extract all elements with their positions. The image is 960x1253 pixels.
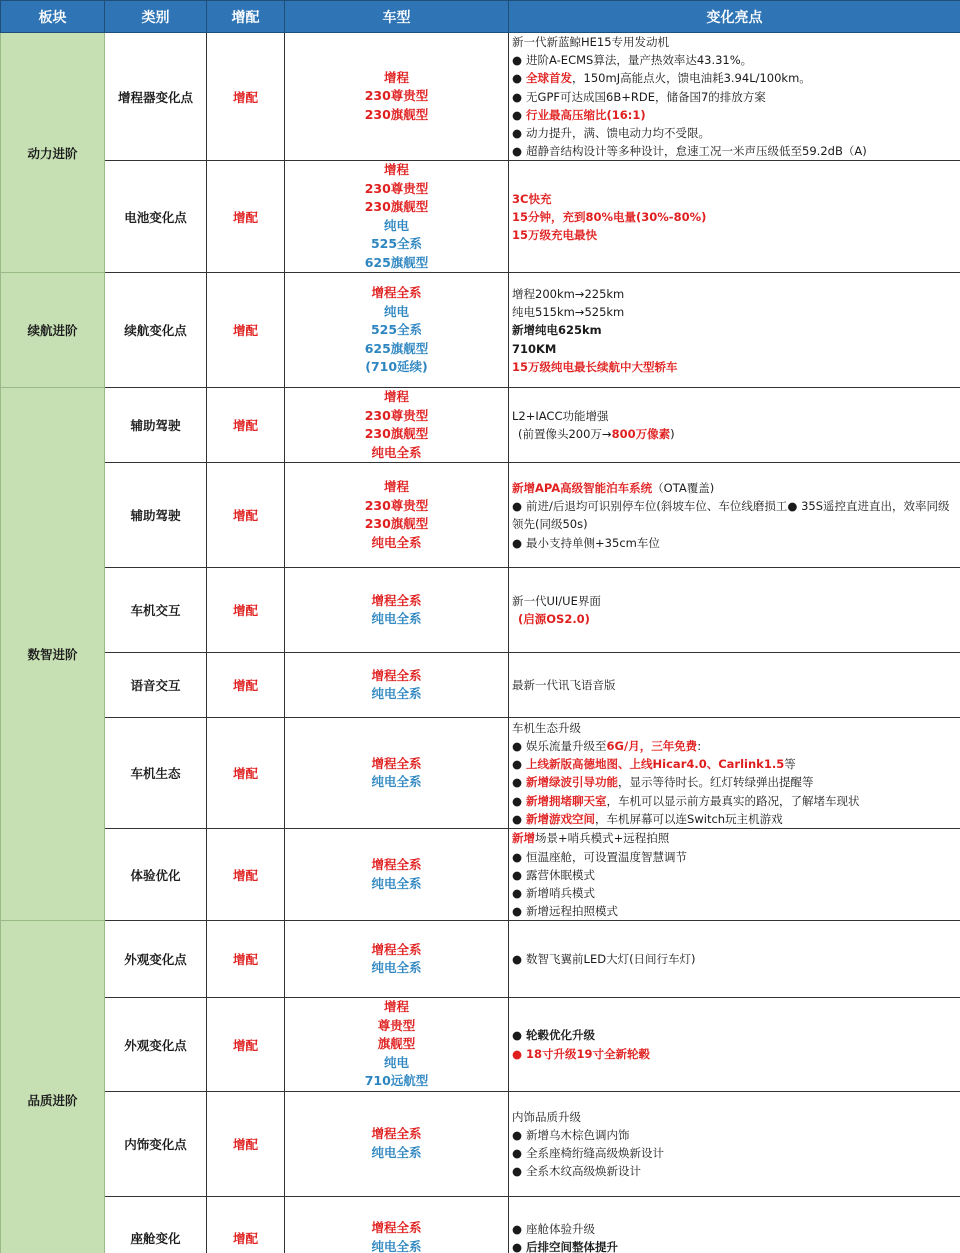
highlight-text: 18寸升级19寸全新轮毂 <box>526 1046 651 1061</box>
bullet-icon: ● <box>512 1127 523 1142</box>
category-cell: 增程器变化点 <box>105 33 207 161</box>
table-row <box>1 1091 960 1196</box>
add-cell: 增配 <box>207 568 285 653</box>
highlight-text: ，150mJ高能点火，馈电油耗3.94L/100km。 <box>572 71 811 86</box>
highlight-line <box>512 425 957 443</box>
add-cell: 增配 <box>207 1091 285 1196</box>
highlight-text: (前置像头200万→ <box>518 427 612 442</box>
model-item: 525全系 <box>370 322 423 338</box>
highlight-text: 场景+哨兵模式+远程拍照 <box>535 831 670 846</box>
add-cell: 增配 <box>207 718 285 829</box>
highlight-line <box>512 1144 957 1162</box>
highlight-line <box>512 285 957 303</box>
highlight-text: 无GPF可达成国6B+RDE，储备国7的排放方案 <box>526 89 766 104</box>
bullet-icon: ● <box>512 1145 523 1160</box>
highlight-line <box>512 829 957 847</box>
add-cell: 增配 <box>207 273 285 388</box>
category-cell: 内饰变化点 <box>105 1091 207 1196</box>
model-item: 625旗舰型 <box>364 254 429 270</box>
table-row <box>1 829 960 921</box>
models-cell <box>285 829 509 921</box>
highlight-text: 纯电515km→525km <box>512 305 625 320</box>
model-item: 纯电 <box>383 303 409 319</box>
highlight-text: 数智飞翼前LED大灯(日间行车灯) <box>526 952 696 967</box>
header-highlights: 变化亮点 <box>509 1 960 33</box>
model-item: 增程 <box>383 162 409 178</box>
model-item: 纯电全系 <box>371 774 422 790</box>
highlights-cell <box>509 273 960 388</box>
highlight-line <box>512 1238 957 1253</box>
model-item: 纯电全系 <box>371 875 422 891</box>
table-row <box>1 718 960 829</box>
bullet-icon: ● <box>512 499 523 514</box>
highlights-cell <box>509 921 960 998</box>
highlight-text: 800万像素 <box>611 427 671 442</box>
highlights-cell <box>509 998 960 1092</box>
bullet-icon: ● <box>512 89 523 104</box>
model-item: 纯电全系 <box>371 611 422 627</box>
highlight-line <box>512 610 957 628</box>
bullet-icon: ● <box>512 126 523 141</box>
model-item: 230旗舰型 <box>364 199 429 215</box>
category-cell: 续航变化点 <box>105 273 207 388</box>
highlight-text: 3C快充 <box>512 191 552 206</box>
header-add: 增配 <box>207 1 285 33</box>
model-item: 增程全系 <box>371 857 422 873</box>
highlight-line <box>512 737 957 755</box>
highlight-text: 新增远程拍照模式 <box>526 904 619 919</box>
category-cell: 辅助驾驶 <box>105 463 207 568</box>
highlight-line <box>512 69 957 87</box>
category-cell: 外观变化点 <box>105 921 207 998</box>
highlight-line <box>512 1126 957 1144</box>
highlight-line <box>512 106 957 124</box>
bullet-icon: ● <box>512 71 523 86</box>
bullet-icon: ● <box>512 793 523 808</box>
category-cell: 语音交互 <box>105 653 207 718</box>
highlight-line <box>512 676 957 694</box>
highlight-line <box>512 340 957 358</box>
section-quality: 品质进阶 <box>1 921 105 1253</box>
highlight-text: 后排空间整体提升 <box>526 1239 619 1253</box>
model-item: 增程全系 <box>371 941 422 957</box>
model-item: 增程 <box>383 999 409 1015</box>
highlight-line <box>512 902 957 920</box>
header-models: 车型 <box>285 1 509 33</box>
table-row <box>1 33 960 161</box>
bullet-icon: ● <box>512 775 523 790</box>
highlight-line <box>512 479 957 497</box>
table-row <box>1 463 960 568</box>
highlight-text: 座舱体验升级 <box>526 1221 596 1236</box>
highlight-text: 全系座椅绗缝高级焕新设计 <box>526 1145 665 1160</box>
models-cell <box>285 653 509 718</box>
highlight-text: 增程200km→225km <box>512 286 625 301</box>
highlights-cell <box>509 829 960 921</box>
bullet-icon: ● <box>512 952 523 967</box>
highlights-cell <box>509 388 960 463</box>
highlight-text: 新增绿波引导功能 <box>526 775 619 790</box>
model-item: 纯电全系 <box>371 444 422 460</box>
highlight-text: 新增乌木棕色调内饰 <box>526 1127 630 1142</box>
highlight-line <box>512 88 957 106</box>
highlights-cell <box>509 653 960 718</box>
highlight-text: 上线新版高德地图、上线Hicar4.0、Carlink1.5 <box>526 757 785 772</box>
highlight-text: 轮毂优化升级 <box>526 1028 596 1043</box>
bullet-icon: ● <box>512 1164 523 1179</box>
highlight-text: 全球首发 <box>526 71 573 86</box>
highlight-line <box>512 1220 957 1238</box>
highlight-line <box>512 208 957 226</box>
highlight-text: （OTA覆盖) <box>652 481 715 496</box>
bullet-icon: ● <box>512 849 523 864</box>
table-row <box>1 388 960 463</box>
bullet-icon: ● <box>512 144 523 159</box>
highlights-cell <box>509 33 960 161</box>
highlight-line <box>512 321 957 339</box>
add-cell: 增配 <box>207 998 285 1092</box>
highlights-cell <box>509 718 960 829</box>
highlight-line <box>512 773 957 791</box>
table-row <box>1 921 960 998</box>
table-row <box>1 161 960 273</box>
highlight-line <box>512 884 957 902</box>
highlight-line <box>512 33 957 51</box>
model-item: 增程全系 <box>371 592 422 608</box>
highlight-text: 710KM <box>512 341 557 356</box>
model-item: 纯电全系 <box>371 1238 422 1253</box>
highlight-text: 进阶A-ECMS算法，量产热效率达43.31%。 <box>526 53 753 68</box>
header-row <box>1 1 960 33</box>
bullet-icon: ● <box>512 1028 523 1043</box>
highlight-text: 新增纯电625km <box>512 323 602 338</box>
highlight-line <box>512 755 957 773</box>
highlight-line <box>512 719 957 737</box>
category-cell: 外观变化点 <box>105 998 207 1092</box>
highlight-text: 新增 <box>512 831 535 846</box>
model-item: 纯电 <box>383 1054 409 1070</box>
model-item: 增程全系 <box>371 755 422 771</box>
highlight-text: 6G/月，三年免费 <box>606 739 698 754</box>
bullet-icon: ● <box>512 867 523 882</box>
category-cell: 电池变化点 <box>105 161 207 273</box>
model-item: 230尊贵型 <box>364 407 429 423</box>
add-cell: 增配 <box>207 463 285 568</box>
highlight-line <box>512 226 957 244</box>
add-cell: 增配 <box>207 161 285 273</box>
table-row <box>1 998 960 1092</box>
highlight-text: 新增APA高级智能泊车系统 <box>512 481 653 496</box>
highlight-line <box>512 1045 957 1063</box>
highlight-text: (启源OS2.0) <box>518 612 590 627</box>
highlight-line <box>512 497 957 533</box>
highlight-line <box>512 51 957 69</box>
highlights-cell <box>509 1196 960 1253</box>
bullet-icon: ● <box>512 811 523 826</box>
highlight-text: 新增游戏空间 <box>526 811 596 826</box>
highlight-line <box>512 1026 957 1044</box>
table-row <box>1 568 960 653</box>
highlight-text: 动力提升，满、馈电动力均不受限。 <box>526 126 711 141</box>
model-item: 230旗舰型 <box>364 516 429 532</box>
category-cell: 座舱变化 <box>105 1196 207 1253</box>
header-section: 板块 <box>1 1 105 33</box>
models-cell <box>285 388 509 463</box>
bullet-icon: ● <box>512 1239 523 1253</box>
table-row <box>1 653 960 718</box>
model-item: (710延续) <box>365 359 428 375</box>
models-cell <box>285 1091 509 1196</box>
highlights-cell <box>509 161 960 273</box>
model-item: 525全系 <box>370 236 423 252</box>
bullet-icon: ● <box>512 53 523 68</box>
highlight-text: 前进/后退均可识别停车位(斜坡车位、车位线磨损工● 35S遥控直进直出，效率同级领先(同级50s) <box>512 499 950 532</box>
section-smart: 数智进阶 <box>1 388 105 921</box>
table-body <box>1 33 960 1253</box>
highlight-line <box>512 303 957 321</box>
highlight-text: 恒温座舱，可设置温度智慧调节 <box>526 849 688 864</box>
models-cell <box>285 568 509 653</box>
bullet-icon: ● <box>512 1221 523 1236</box>
table-row <box>1 273 960 388</box>
highlight-text: 15分钟，充到80%电量(30%-80%) <box>512 209 707 224</box>
highlight-text: ) <box>670 427 675 442</box>
highlight-text: 超静音结构设计等多种设计，怠速工况一米声压级低至59.2dB（A) <box>526 144 867 159</box>
model-item: 230旗舰型 <box>364 106 429 122</box>
bullet-icon: ● <box>512 1046 523 1061</box>
model-item: 纯电全系 <box>371 534 422 550</box>
model-item: 625旗舰型 <box>364 340 429 356</box>
highlight-text: 新增拥堵聊天室 <box>526 793 607 808</box>
add-cell: 增配 <box>207 33 285 161</box>
models-cell <box>285 921 509 998</box>
highlight-line <box>512 848 957 866</box>
highlight-text: 新增哨兵模式 <box>526 886 596 901</box>
add-cell: 增配 <box>207 1196 285 1253</box>
highlight-text: 等 <box>784 757 796 772</box>
highlight-text: 内饰品质升级 <box>512 1109 581 1124</box>
bullet-icon: ● <box>512 904 523 919</box>
highlight-text: 15万级充电最快 <box>512 228 598 243</box>
model-item: 710远航型 <box>364 1073 429 1089</box>
highlight-line <box>512 124 957 142</box>
highlight-line <box>512 792 957 810</box>
highlight-line <box>512 810 957 828</box>
highlight-line <box>512 190 957 208</box>
highlight-text: 15万级纯电最长续航中大型轿车 <box>512 359 678 374</box>
highlight-text: 最小支持单侧+35cm车位 <box>526 535 660 550</box>
add-cell: 增配 <box>207 921 285 998</box>
highlight-text: 最新一代讯飞语音版 <box>512 678 616 693</box>
category-cell: 体验优化 <box>105 829 207 921</box>
models-cell <box>285 463 509 568</box>
highlight-text: 娱乐流量升级至 <box>526 739 607 754</box>
section-power: 动力进阶 <box>1 33 105 273</box>
highlight-line <box>512 358 957 376</box>
highlight-text: ，车机屏幕可以连Switch玩主机游戏 <box>595 811 783 826</box>
model-item: 旗舰型 <box>377 1036 416 1052</box>
model-item: 230旗舰型 <box>364 426 429 442</box>
highlight-line <box>512 1162 957 1180</box>
bullet-icon: ● <box>512 535 523 550</box>
model-item: 纯电全系 <box>371 1144 422 1160</box>
add-cell: 增配 <box>207 388 285 463</box>
highlight-line <box>512 592 957 610</box>
category-cell: 车机生态 <box>105 718 207 829</box>
highlight-line <box>512 866 957 884</box>
models-cell <box>285 718 509 829</box>
add-cell: 增配 <box>207 829 285 921</box>
bullet-icon: ● <box>512 739 523 754</box>
header-category: 类别 <box>105 1 207 33</box>
highlight-line <box>512 534 957 552</box>
category-cell: 车机交互 <box>105 568 207 653</box>
highlight-text: 车机生态升级 <box>512 720 581 735</box>
model-item: 230尊贵型 <box>364 497 429 513</box>
model-item: 纯电 <box>383 217 409 233</box>
models-cell <box>285 1196 509 1253</box>
model-item: 纯电全系 <box>371 960 422 976</box>
highlight-text: L2+IACC功能增强 <box>512 409 609 424</box>
models-cell <box>285 161 509 273</box>
highlight-text: 全系木纹高级焕新设计 <box>526 1164 642 1179</box>
models-cell <box>285 33 509 161</box>
add-cell: 增配 <box>207 653 285 718</box>
highlight-text: 露营休眠模式 <box>526 867 596 882</box>
table-row <box>1 1196 960 1253</box>
models-cell <box>285 998 509 1092</box>
model-item: 尊贵型 <box>377 1017 416 1033</box>
model-item: 230尊贵型 <box>364 180 429 196</box>
highlight-line <box>512 950 957 968</box>
models-cell <box>285 273 509 388</box>
model-item: 增程全系 <box>371 1220 422 1236</box>
highlight-text: : <box>697 739 702 754</box>
highlight-text: ，显示等待时长。红灯转绿弹出提醒等 <box>618 775 814 790</box>
highlight-line <box>512 1108 957 1126</box>
model-item: 增程 <box>383 389 409 405</box>
category-cell: 辅助驾驶 <box>105 388 207 463</box>
highlights-cell <box>509 463 960 568</box>
highlight-text: 行业最高压缩比(16:1) <box>526 107 646 122</box>
highlight-line <box>512 142 957 160</box>
bullet-icon: ● <box>512 886 523 901</box>
model-item: 增程 <box>383 69 409 85</box>
highlight-text: 新一代UI/UE界面 <box>512 594 601 609</box>
model-item: 增程 <box>383 479 409 495</box>
model-item: 增程全系 <box>371 285 422 301</box>
bullet-icon: ● <box>512 757 523 772</box>
model-item: 增程全系 <box>371 667 422 683</box>
model-item: 230尊贵型 <box>364 88 429 104</box>
highlight-text: 新一代新蓝鲸HE15专用发动机 <box>512 35 670 49</box>
model-item: 纯电全系 <box>371 686 422 702</box>
highlight-line <box>512 407 957 425</box>
model-item: 增程全系 <box>371 1126 422 1142</box>
highlights-cell <box>509 568 960 653</box>
highlight-text: ，车机可以显示前方最真实的路况，了解堵车现状 <box>606 793 860 808</box>
bullet-icon: ● <box>512 107 523 122</box>
section-range: 续航进阶 <box>1 273 105 388</box>
highlights-cell <box>509 1091 960 1196</box>
